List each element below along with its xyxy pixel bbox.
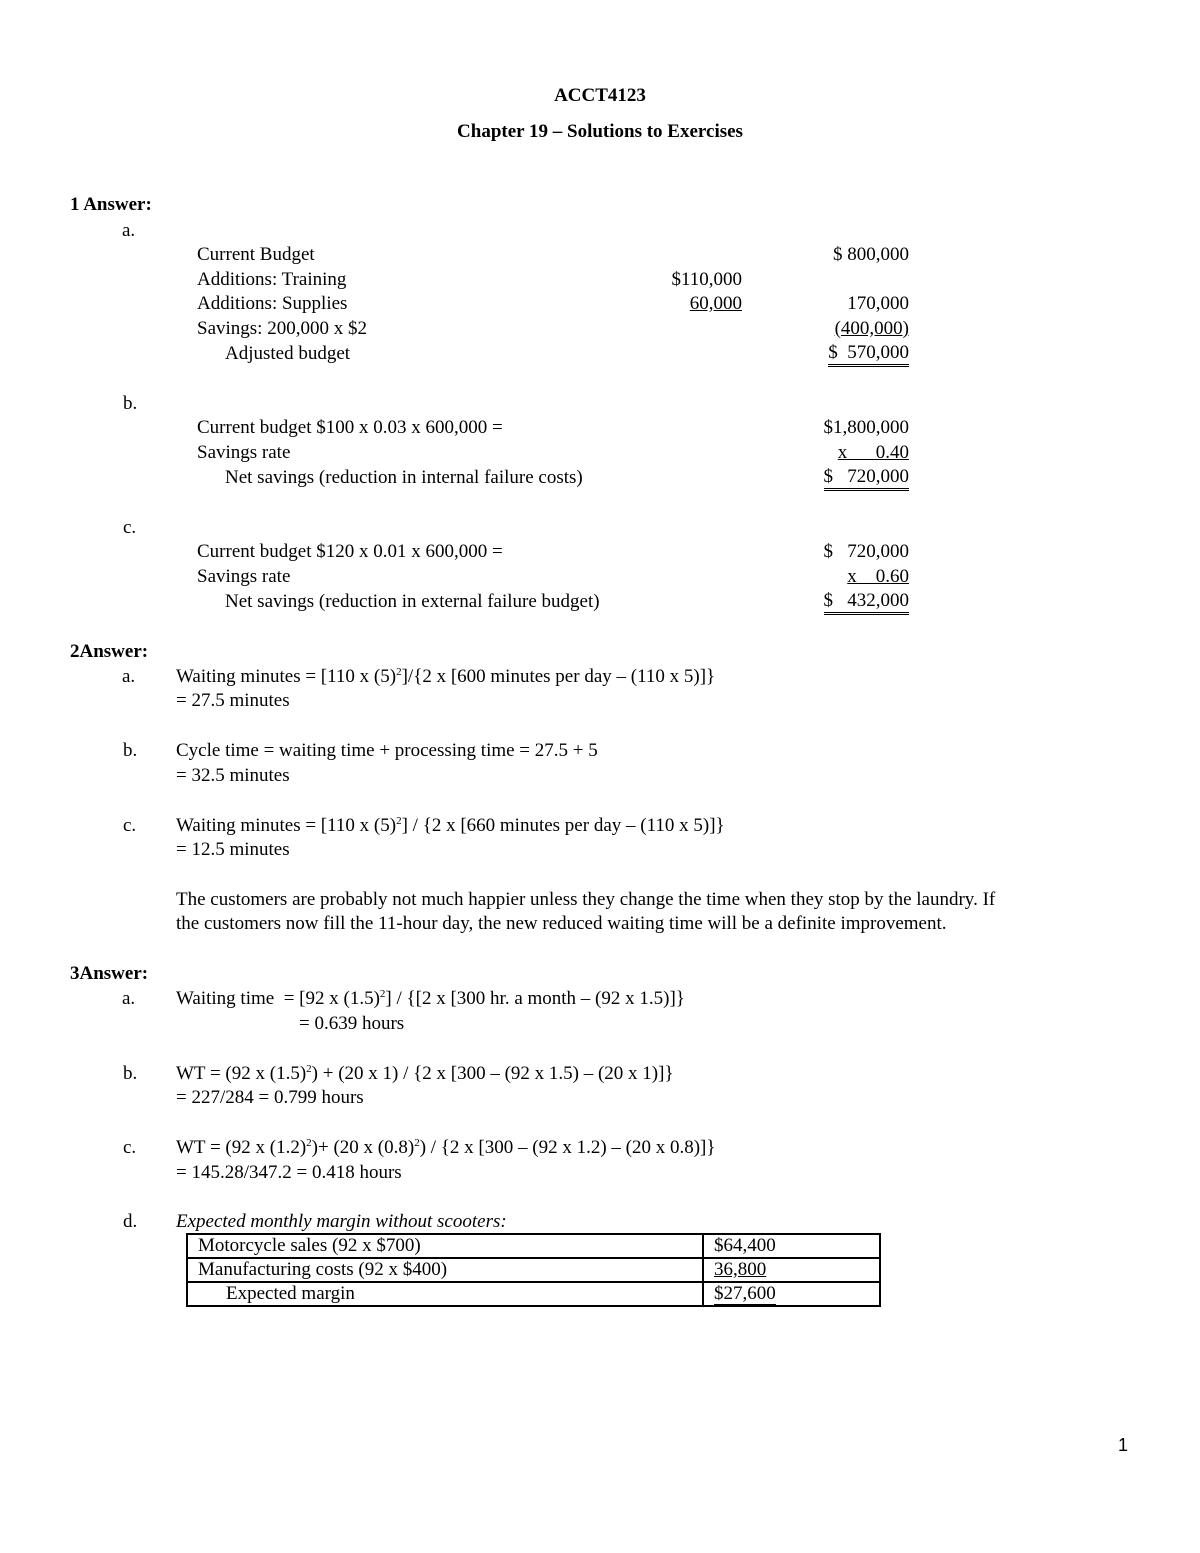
q1-b-label: b. — [123, 393, 138, 414]
q2-b-result: = 32.5 minutes — [176, 765, 290, 786]
page-number: 1 — [1118, 1435, 1129, 1455]
q1-a-row-desc: Additions: Supplies — [197, 293, 348, 314]
q1-c-row-total: $ 432,000 — [824, 590, 910, 615]
q2-note: the customers now fill the 11-hour day, the new reduced waiting time will be a definite improvement. — [176, 913, 947, 934]
q2-a-label: a. — [122, 666, 136, 687]
q2-b-label: b. — [123, 740, 138, 761]
q1-a-row-total: $ 570,000 — [828, 342, 909, 367]
q1-b-row-total: $ 720,000 — [824, 466, 910, 491]
q2-c-result: = 12.5 minutes — [176, 839, 290, 860]
q1-b-row-desc: Net savings (reduction in internal failure costs) — [225, 467, 583, 488]
q1-a-row-total: (400,000) — [834, 318, 909, 339]
q3-a-result: = 0.639 hours — [299, 1013, 405, 1034]
table-cell-item: Motorcycle sales (92 x $700) — [187, 1234, 703, 1258]
q1-b-row-desc: Current budget $100 x 0.03 x 600,000 = — [197, 417, 503, 438]
q1-a-row-subtotal: 60,000 — [689, 293, 742, 314]
table-row — [187, 1234, 880, 1258]
q2-heading: 2Answer: — [70, 641, 149, 662]
q1-heading: 1 Answer: — [70, 194, 152, 215]
q2-c-formula: Waiting minutes = [110 x $(5)^2] / \{2$ x [660 minutes per day – (110 x 5)]} — [176, 815, 725, 836]
table-cell-amount: $64,400 — [703, 1234, 880, 1258]
q3-c-formula: WT = (92 x $(1.2)^2)+ (20$ x $(0.8)^2) / \{2$ x [300 – (92 x 1.2) – (20 x 0.8)]} — [176, 1137, 716, 1158]
expected-margin-table — [186, 1233, 881, 1307]
q1-b-row-desc: Savings rate — [197, 442, 291, 463]
table-cell-item: Expected margin — [187, 1282, 703, 1306]
q3-a-label: a. — [122, 988, 136, 1009]
table-row — [187, 1258, 880, 1282]
q1-c-row-desc: Savings rate — [197, 566, 291, 587]
q1-a-row-desc: Current Budget — [197, 244, 315, 265]
q2-b-formula: Cycle time = waiting time + processing time = 27.5 + 5 — [176, 740, 598, 761]
q1-c-row-total: x 0.60 — [847, 566, 909, 587]
q1-a-row-desc: Adjusted budget — [225, 343, 351, 364]
q1-c-row-total: $ 720,000 — [823, 541, 909, 562]
q3-b-label: b. — [123, 1063, 138, 1084]
table-cell-amount — [703, 1282, 880, 1306]
q2-a-formula: Waiting minutes = [110 x $(5)^2]/\{2$ x [600 minutes per day – (110 x 5)]} — [176, 666, 716, 687]
q1-b-row-total: $1,800,000 — [823, 417, 909, 438]
q3-b-formula: WT = (92 x $(1.5)^2) + (20$ x 1) / {2 x [300 – (92 x 1.5) – (20 x 1)]} — [176, 1063, 674, 1084]
q1-a-row-total: 170,000 — [847, 293, 909, 314]
q1-c-label: c. — [123, 517, 137, 538]
q3-b-result: = 227/284 = 0.799 hours — [176, 1087, 364, 1108]
q1-c-row-desc: Current budget $120 x 0.01 x 600,000 = — [197, 541, 503, 562]
q1-a-row-desc: Savings: 200,000 x $2 — [197, 318, 367, 339]
q1-b-row-total: x 0.40 — [837, 442, 909, 463]
q3-d-label: d. — [123, 1211, 138, 1232]
course-code: ACCT4123 — [554, 85, 646, 106]
q3-c-label: c. — [123, 1137, 137, 1158]
q3-a-formula: Waiting time = [92 x $(1.5)^2] / \{[2$ x [300 hr. a month – (92 x 1.5)]} — [176, 988, 685, 1009]
q3-d-caption: Expected monthly margin without scooters: — [176, 1211, 507, 1232]
page-title: Chapter 19 – Solutions to Exercises — [457, 121, 743, 142]
q2-c-label: c. — [123, 815, 137, 836]
table-cell-amount-text: $27,600 — [714, 1283, 776, 1307]
q3-c-result: = 145.28/347.2 = 0.418 hours — [176, 1162, 402, 1183]
table-cell-item: Manufacturing costs (92 x $400) — [187, 1258, 703, 1282]
q1-a-row-subtotal: $110,000 — [671, 269, 742, 290]
q1-a-row-total: $ 800,000 — [833, 244, 909, 265]
q2-a-result: = 27.5 minutes — [176, 690, 290, 711]
table-cell-amount-text: 36,800 — [714, 1259, 767, 1280]
q1-a-row-desc: Additions: Training — [197, 269, 347, 290]
q2-note: The customers are probably not much happier unless they change the time when they stop by the laundry. If — [176, 889, 996, 910]
table-cell-amount — [703, 1258, 880, 1282]
table-row — [187, 1282, 880, 1306]
q1-a-label: a. — [122, 220, 136, 241]
q3-heading: 3Answer: — [70, 963, 149, 984]
q1-c-row-desc: Net savings (reduction in external failure budget) — [225, 591, 600, 612]
